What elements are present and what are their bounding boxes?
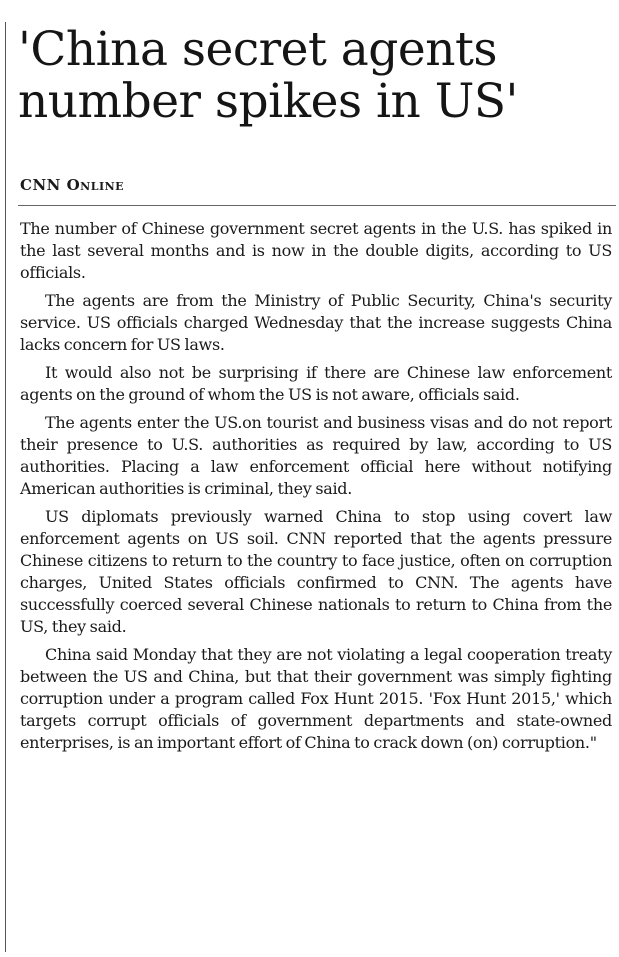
headline-line-2: number spikes in US'	[18, 74, 518, 129]
paragraph: China said Monday that they are not violating a legal cooperation treaty between the US and China, but that their government was simply fighting corruption under a program called Fox Hunt 2015. 'Fox Hunt 2015,' which targets corrupt officials of government departments and state-owned enterprises, is an important effort of China to crack down (on) corruption."	[20, 645, 612, 752]
paragraph: The number of Chinese government secret agents in the U.S. has spiked in the last several months and is now in the double digits, according to US officials.	[20, 219, 612, 282]
paragraph: The agents are from the Ministry of Public Security, China's security service. US officials charged Wednesday that the increase suggests China lacks concern for US laws.	[20, 291, 612, 354]
paragraph: US diplomats previously warned China to stop using covert law enforcement agents on US soil. CNN reported that the agents pressure Chinese citizens to return to the country to face justice, often on corruption charges, United States officials confirmed to CNN. The agents have successfully coerced several Chinese nationals to return to China from the US, they said.	[20, 507, 612, 636]
headline	[18, 24, 613, 128]
byline-divider	[18, 205, 616, 206]
byline: CNN Online	[20, 176, 125, 194]
article-body	[20, 218, 612, 760]
paragraph: It would also not be surprising if there are Chinese law enforcement agents on the ground of whom the US is not aware, officials said.	[20, 363, 612, 404]
paragraph: The agents enter the US.on tourist and business visas and do not report their presence to U.S. authorities as required by law, according to US authorities. Placing a law enforcement official here without notifying American authorities is criminal, they said.	[20, 413, 612, 498]
headline-line-1: 'China secret agents	[18, 22, 497, 77]
column-rule	[5, 22, 6, 952]
